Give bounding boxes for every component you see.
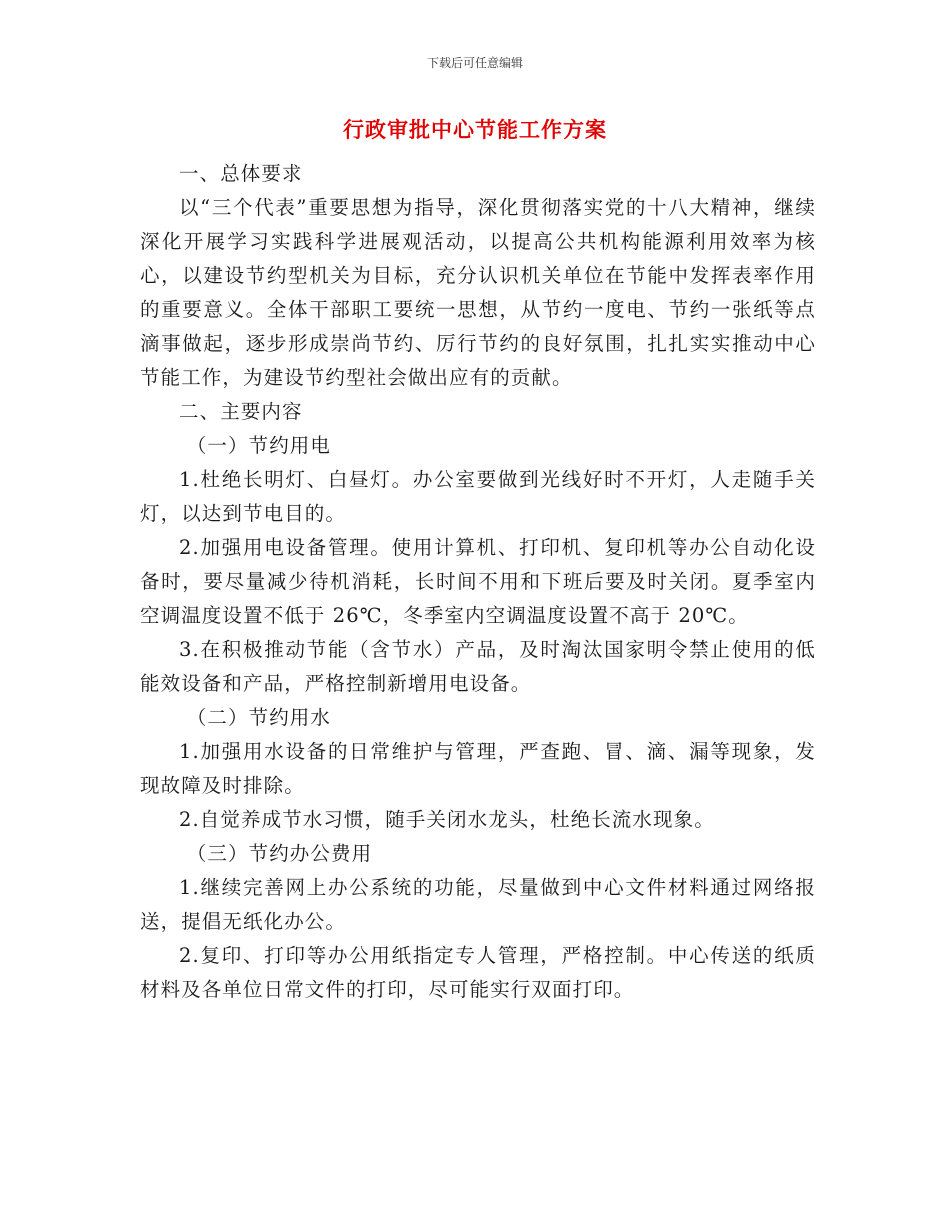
page-header: 下载后可任意编辑 (426, 56, 523, 70)
paragraph-electricity-item-1: 1.杜绝长明灯、白昼灯。办公室要做到光线好时不开灯，人走随手关灯，以达到节电目的。 (140, 468, 816, 525)
subheading-save-office-costs: （三）节约办公费用 (186, 842, 373, 865)
paragraph-office-item-2: 2.复印、打印等办公用纸指定专人管理，严格控制。中心传送的纸质材料及各单位日常文件的打印，尽可能实行双面打印。 (140, 944, 816, 1001)
document-title: 行政审批中心节能工作方案 (343, 117, 607, 142)
document-body (140, 157, 816, 1007)
paragraph-electricity-item-2: 2.加强用电设备管理。使用计算机、打印机、复印机等办公自动化设备时，要尽量减少待机消耗，长时间不用和下班后要及时关闭。夏季室内空调温度设置不低于 26℃，冬季室内空调温度设置不高于 20℃。 (140, 536, 816, 627)
paragraph-electricity-item-3: 3.在积极推动节能（含节水）产品，及时淘汰国家明令禁止使用的低能效设备和产品，严格控制新增用电设备。 (140, 638, 816, 695)
section-heading-main-content: 二、主要内容 (179, 400, 303, 423)
subheading-save-electricity: （一）节约用电 (186, 434, 331, 457)
paragraph-water-item-1: 1.加强用水设备的日常维护与管理，严查跑、冒、滴、漏等现象，发现故障及时排除。 (140, 740, 816, 797)
subheading-save-water: （二）节约用水 (186, 706, 331, 729)
section-heading-overall-requirements: 一、总体要求 (179, 162, 303, 185)
paragraph-overall-requirements: 以“三个代表”重要思想为指导，深化贯彻落实党的十八大精神，继续深化开展学习实践科学进展观活动，以提高公共机构能源利用效率为核心，以建设节约型机关为目标，充分认识机关单位在节能中发挥表率作用的重要意义。全体干部职工要统一思想，从节约一度电、节约一张纸等点滴事做起，逐步形成崇尚节约、厉行节约的良好氛围，扎扎实实推动中心节能工作，为建设节约型社会做出应有的贡献。 (140, 196, 816, 389)
paragraph-water-item-2: 2.自觉养成节水习惯，随手关闭水龙头，杜绝长流水现象。 (179, 808, 715, 831)
paragraph-office-item-1: 1.继续完善网上办公系统的功能，尽量做到中心文件材料通过网络报送，提倡无纸化办公。 (140, 876, 816, 933)
